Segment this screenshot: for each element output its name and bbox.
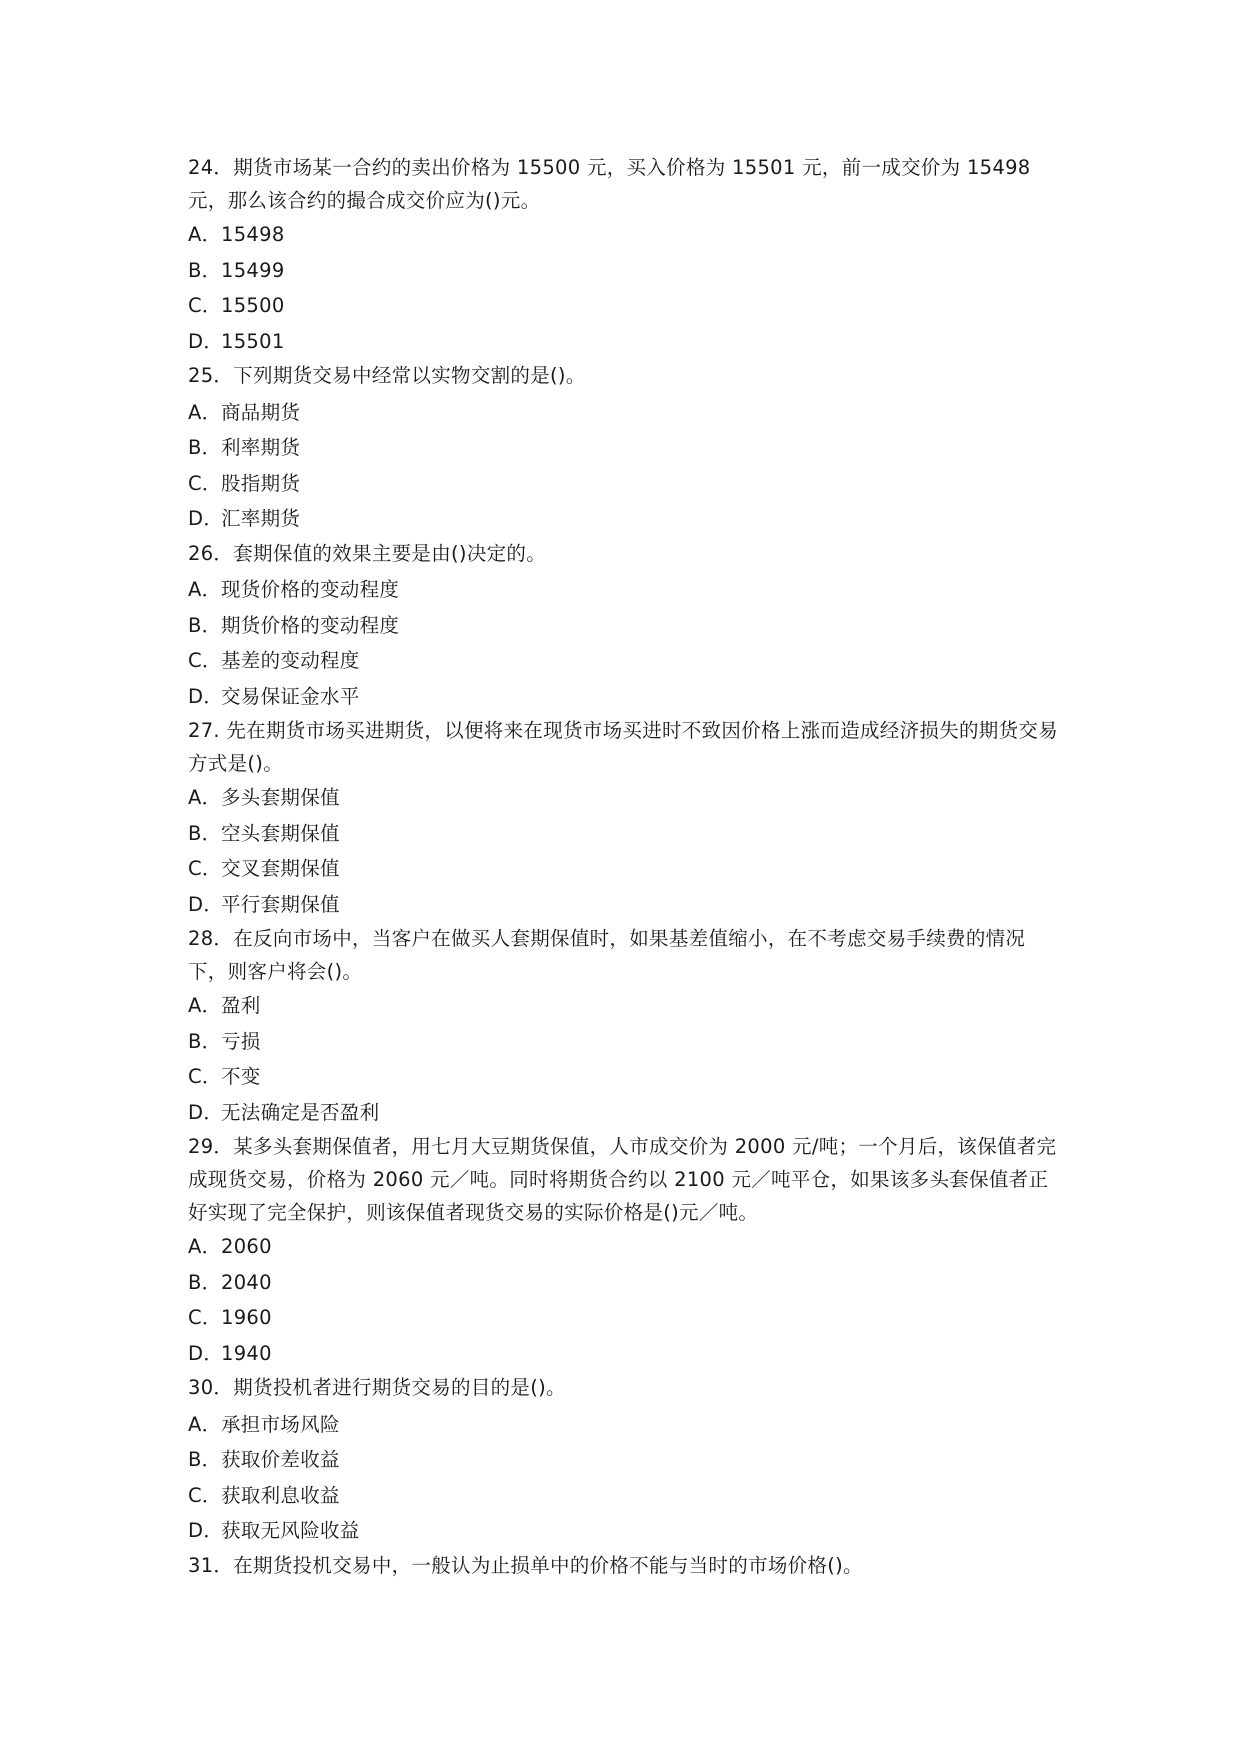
option-letter: C．: [188, 471, 222, 495]
option-text: 股指期货: [221, 471, 301, 495]
option-b: [188, 253, 1060, 289]
option-letter: B．: [188, 436, 222, 459]
option-d: [188, 679, 1060, 715]
option-text: 获取利息收益: [221, 1483, 340, 1507]
option-letter: C．: [188, 1065, 222, 1088]
option-letter: A．: [188, 400, 222, 424]
option-text: 交叉套期保值: [221, 857, 340, 880]
option-letter: A．: [188, 1412, 222, 1436]
option-d: [188, 324, 1060, 360]
question-28: [188, 922, 1060, 1130]
option-c: [188, 1059, 1060, 1095]
option-d: [188, 1095, 1060, 1131]
option-a: [188, 1229, 1060, 1265]
option-a: [188, 780, 1060, 816]
question-25: [188, 359, 1060, 537]
question-30: [188, 1371, 1060, 1549]
option-text: 获取无风险收益: [221, 1519, 360, 1542]
question-stem: 25．下列期货交易中经常以实物交割的是()。: [188, 364, 586, 387]
option-b: [188, 608, 1060, 644]
option-text: 15500: [221, 294, 285, 317]
question-24: [188, 151, 1060, 359]
question-26: [188, 537, 1060, 715]
option-letter: C．: [188, 1306, 222, 1329]
option-text: 亏损: [221, 1029, 261, 1053]
question-stem: 29．某多头套期保值者，用七月大豆期货保值，人市成交价为 2000 元/吨；一个月后，该保值者完成现货交易，价格为 2060 元／吨。同时将期货合约以 2100 元／吨平仓，如果该多头套保值者正好实现了完全保护，则该保值者现货交易的实际价格是()元／吨。: [188, 1135, 1057, 1224]
question-stem: 28．在反向市场中，当客户在做买人套期保值时，如果基差值缩小，在不考虑交易手续费的情况下，则客户将会()。: [188, 927, 1026, 983]
option-c: [188, 643, 1060, 679]
option-text: 基差的变动程度: [221, 649, 360, 672]
option-d: [188, 887, 1060, 923]
question-31: [188, 1549, 1060, 1585]
question-stem: 26．套期保值的效果主要是由()决定的。: [188, 541, 547, 565]
option-a: [188, 217, 1060, 253]
option-text: 1940: [221, 1341, 272, 1365]
option-text: 空头套期保值: [221, 821, 340, 845]
option-letter: D．: [188, 507, 224, 530]
option-c: [188, 466, 1060, 502]
option-letter: B．: [188, 1029, 222, 1053]
option-letter: B．: [188, 613, 222, 637]
option-letter: B．: [188, 1448, 222, 1471]
option-text: 15498: [221, 223, 285, 246]
option-letter: A．: [188, 578, 222, 601]
question-29: [188, 1130, 1060, 1371]
option-letter: D．: [188, 1100, 224, 1124]
option-letter: A．: [188, 994, 222, 1017]
option-text: 平行套期保值: [221, 892, 340, 916]
option-text: 承担市场风险: [221, 1412, 340, 1436]
question-stem: 27. 先在期货市场买进期货，以便将来在现货市场买进时不致因价格上涨而造成经济损失的期货交易方式是()。: [188, 719, 1059, 775]
question-stem: 30．期货投机者进行期货交易的目的是()。: [188, 1376, 566, 1399]
option-text: 获取价差收益: [221, 1448, 340, 1471]
option-text: 2040: [221, 1270, 272, 1294]
option-text: 多头套期保值: [221, 786, 340, 809]
option-letter: C．: [188, 294, 222, 317]
option-text: 无法确定是否盈利: [221, 1100, 380, 1124]
option-letter: A．: [188, 223, 222, 246]
option-text: 现货价格的变动程度: [221, 578, 400, 601]
option-b: [188, 1265, 1060, 1301]
option-a: [188, 572, 1060, 608]
option-d: [188, 501, 1060, 537]
question-stem: 31．在期货投机交易中，一般认为止损单中的价格不能与当时的市场价格()。: [188, 1553, 863, 1577]
question-27: [188, 714, 1060, 922]
option-c: [188, 1478, 1060, 1514]
option-letter: D．: [188, 684, 224, 708]
option-letter: D．: [188, 892, 224, 916]
option-text: 不变: [221, 1065, 261, 1088]
option-letter: D．: [188, 329, 224, 353]
option-c: [188, 1300, 1060, 1336]
option-text: 2060: [221, 1235, 272, 1258]
option-letter: A．: [188, 1235, 222, 1258]
option-c: [188, 851, 1060, 887]
option-letter: D．: [188, 1519, 224, 1542]
option-letter: C．: [188, 1483, 222, 1507]
option-text: 1960: [221, 1306, 272, 1329]
option-b: [188, 1024, 1060, 1060]
question-list: [188, 151, 1060, 1584]
option-d: [188, 1336, 1060, 1372]
option-text: 汇率期货: [221, 507, 301, 530]
option-letter: C．: [188, 857, 222, 880]
option-text: 商品期货: [221, 400, 301, 424]
option-text: 盈利: [221, 994, 261, 1017]
option-letter: B．: [188, 1270, 222, 1294]
option-letter: C．: [188, 649, 222, 672]
option-b: [188, 1442, 1060, 1478]
option-text: 期货价格的变动程度: [221, 613, 400, 637]
option-text: 15499: [221, 258, 285, 282]
option-text: 交易保证金水平: [221, 684, 360, 708]
option-letter: D．: [188, 1341, 224, 1365]
option-text: 15501: [221, 329, 285, 353]
option-d: [188, 1513, 1060, 1549]
option-letter: B．: [188, 821, 222, 845]
option-text: 利率期货: [221, 436, 301, 459]
option-a: [188, 988, 1060, 1024]
option-c: [188, 288, 1060, 324]
option-b: [188, 816, 1060, 852]
option-a: [188, 395, 1060, 431]
option-a: [188, 1407, 1060, 1443]
option-b: [188, 430, 1060, 466]
option-letter: B．: [188, 258, 222, 282]
option-letter: A．: [188, 786, 222, 809]
question-stem: 24．期货市场某一合约的卖出价格为 15500 元，买入价格为 15501 元，前一成交价为 15498 元，那么该合约的撮合成交价应为()元。: [188, 156, 1031, 212]
